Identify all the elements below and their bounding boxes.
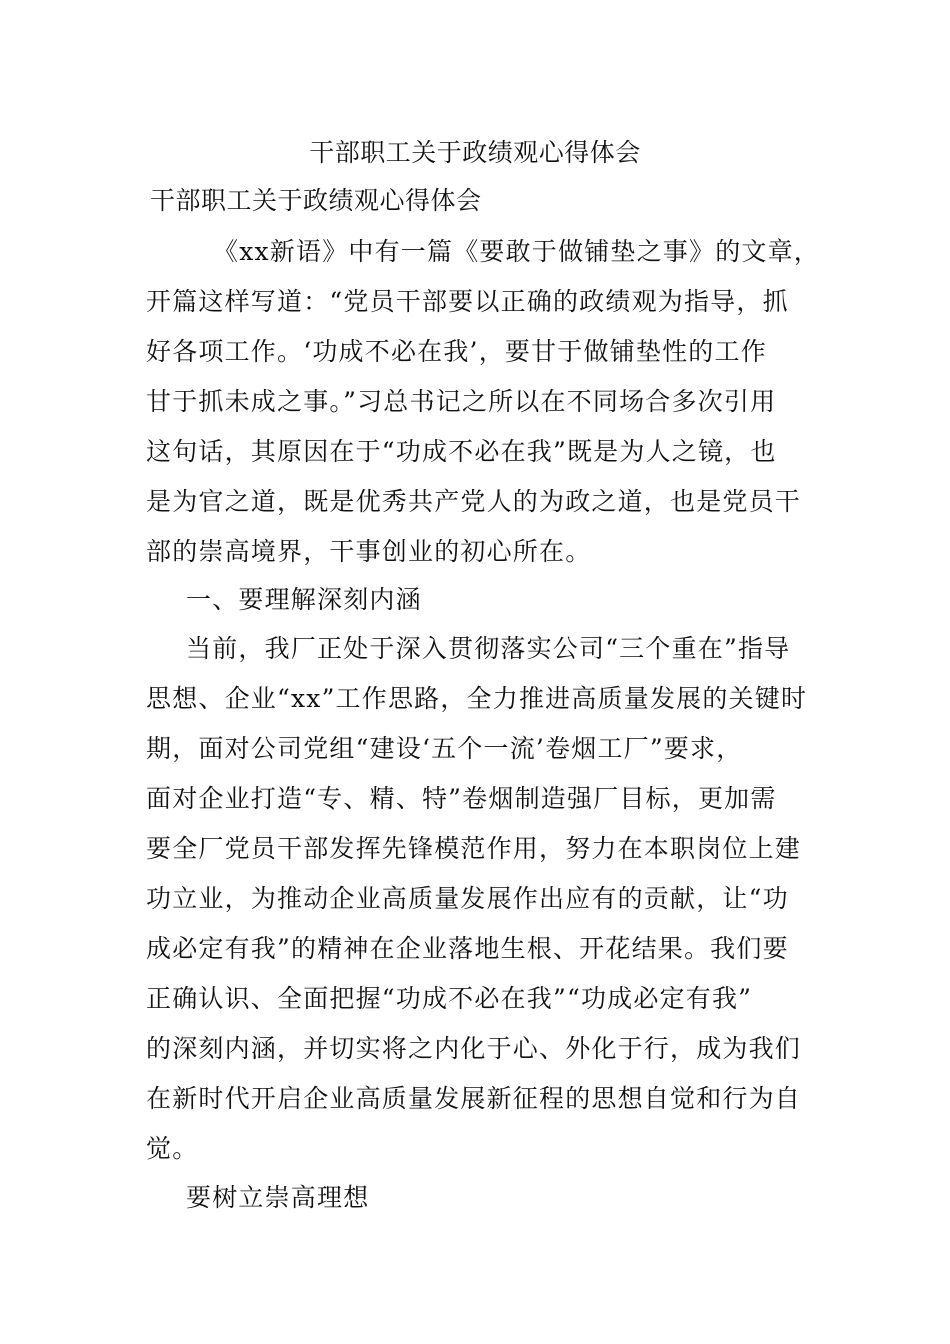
section-heading-1: 一、要理解深刻内涵 xyxy=(186,585,422,614)
paragraph-2-line-2: 思想、企业“xx”工作思路，全力推进高质量发展的关键时 xyxy=(146,684,808,713)
paragraph-2-line-8: 正确认识、全面把握“功成不必在我”“功成必定有我” xyxy=(146,984,753,1013)
paragraph-1-line-5: 这句话，其原因在于“功成不必在我”既是为人之镜，也 xyxy=(146,437,777,466)
document-subtitle: 干部职工关于政绩观心得体会 xyxy=(150,186,482,215)
section-heading-2: 要树立崇高理想 xyxy=(186,1183,370,1212)
paragraph-2-line-1: 当前，我厂正处于深入贯彻落实公司“三个重在”指导 xyxy=(186,634,791,663)
paragraph-2-line-3: 期，面对公司党组“建设‘五个一流’卷烟工厂”要求， xyxy=(146,734,743,763)
paragraph-2-line-9: 的深刻内涵，并切实将之内化于心、外化于行，成为我们 xyxy=(146,1034,802,1063)
document-title: 干部职工关于政绩观心得体会 xyxy=(309,138,641,167)
paragraph-2-line-4: 面对企业打造“专、精、特”卷烟制造强厂目标，更加需 xyxy=(146,784,777,813)
paragraph-1-line-4: 甘于抓未成之事。”习总书记之所以在不同场合多次引用 xyxy=(146,387,777,416)
paragraph-1-line-3: 好各项工作。‘功成不必在我’，要甘于做铺垫性的工作 xyxy=(146,337,767,366)
paragraph-1-line-2: 开篇这样写道：“党员干部要以正确的政绩观为指导，抓 xyxy=(146,287,789,316)
paragraph-2-line-6: 功立业，为推动企业高质量发展作出应有的贡献，让“功 xyxy=(146,884,789,913)
paragraph-2-line-11: 觉。 xyxy=(146,1134,199,1163)
paragraph-1-line-7: 部的崇高境界，干事创业的初心所在。 xyxy=(146,537,592,566)
paragraph-2-line-7: 成必定有我”的精神在企业落地生根、开花结果。我们要 xyxy=(146,934,789,963)
paragraph-2-line-10: 在新时代开启企业高质量发展新征程的思想自觉和行为自 xyxy=(146,1084,802,1113)
paragraph-2-line-5: 要全厂党员干部发挥先锋模范作用，努力在本职岗位上建 xyxy=(146,834,802,863)
paragraph-1-line-1: 《xx新语》中有一篇《要敢于做铺垫之事》的文章， xyxy=(213,237,821,266)
paragraph-1-line-6: 是为官之道，既是优秀共产党人的为政之道，也是党员干 xyxy=(146,487,802,516)
